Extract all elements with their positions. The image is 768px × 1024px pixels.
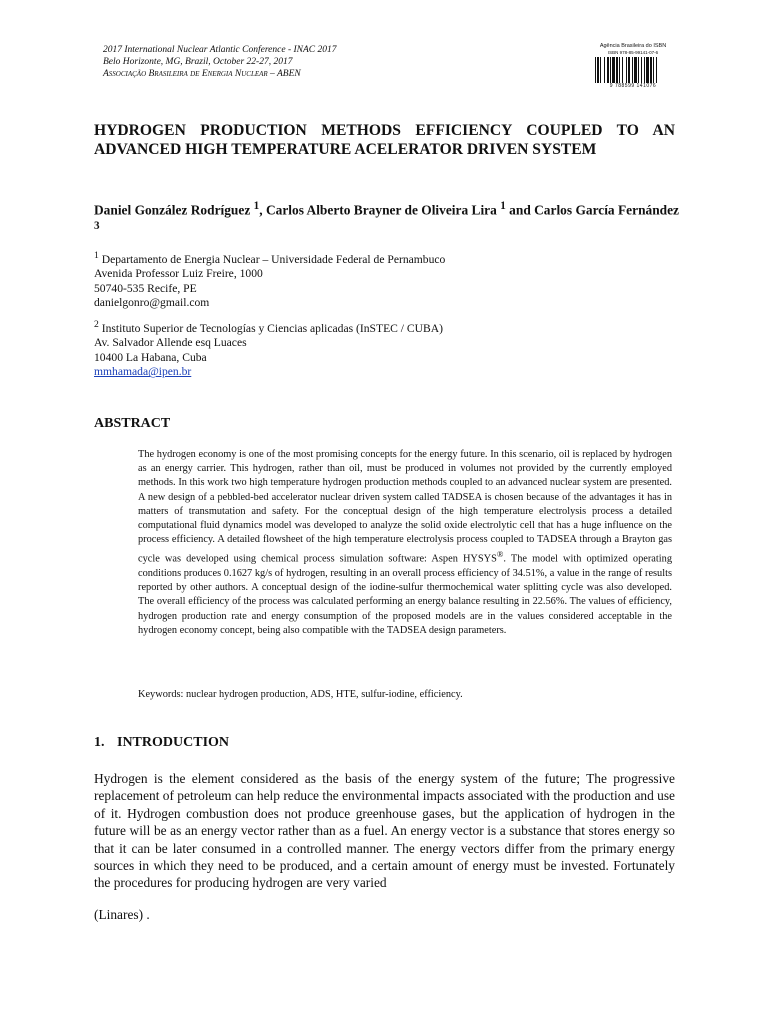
author-separator: , xyxy=(259,202,266,218)
affiliation-mark: 1 xyxy=(94,250,99,261)
organizer-name: Associação Brasileira de Energia Nuclear xyxy=(103,69,268,79)
affiliation-department xyxy=(94,249,514,267)
affiliation-street: Av. Salvador Allende esq Luaces xyxy=(94,336,247,350)
conference-organizer xyxy=(103,68,337,80)
author-name: Carlos Alberto Brayner de Oliveira Lira xyxy=(265,202,497,218)
author-name: Daniel González Rodríguez xyxy=(94,202,251,218)
barcode-bar xyxy=(638,57,639,83)
affiliation-department xyxy=(94,318,514,336)
barcode-bar xyxy=(600,57,601,83)
barcode-icon xyxy=(594,57,672,83)
barcode-bar xyxy=(632,57,633,83)
barcode-bar xyxy=(653,57,654,83)
section-number: 1. xyxy=(94,735,105,750)
affiliation-mark: 3 xyxy=(94,220,100,233)
registered-mark: ® xyxy=(496,549,504,560)
affiliation-mark: 1 xyxy=(253,200,260,212)
keywords: Keywords: nuclear hydrogen production, ADS, HTE, sulfur-iodine, efficiency. xyxy=(138,689,463,700)
paper-title: HYDROGEN PRODUCTION METHODS EFFICIENCY COUPLED TO AN ADVANCED HIGH TEMPERATURE ACELERATOR DRIVEN SYSTEM xyxy=(94,122,675,158)
barcode-bar xyxy=(619,57,620,83)
barcode-bar xyxy=(616,57,618,83)
isbn-digits: 9 788599 141076 xyxy=(609,83,657,89)
isbn-number: ISBN 978-85-99141-07-6 xyxy=(607,50,659,55)
affiliation-street: Avenida Professor Luiz Freire, 1000 xyxy=(94,267,263,281)
affiliation-block xyxy=(94,249,514,311)
affiliation-mark: 1 xyxy=(500,200,506,212)
affiliation-city: 10400 La Habana, Cuba xyxy=(94,350,207,364)
barcode-bar xyxy=(622,57,623,83)
isbn-block xyxy=(592,43,674,89)
author-name: Carlos García Fernández xyxy=(534,202,679,218)
conference-name: 2017 International Nuclear Atlantic Conference - INAC 2017 xyxy=(103,45,337,55)
barcode-bar xyxy=(628,57,630,83)
affiliation-block xyxy=(94,318,514,380)
abstract-heading: ABSTRACT xyxy=(94,416,171,431)
citation: (Linares) . xyxy=(94,907,150,922)
affiliation-email: danielgonro@gmail.com xyxy=(94,296,210,310)
barcode-bar xyxy=(595,57,596,83)
barcode-bar xyxy=(610,57,611,83)
isbn-agency: Agência Brasileira do ISBN xyxy=(599,43,667,49)
abstract-body: The hydrogen economy is one of the most promising concepts for the energy future. In this scenario, oil is replaced by hydrogen as an energy carrier. This hydrogen, rather than oil, must be produced in volumes not provided by the currently employed methods. In this work two high temperature hydrogen production methods coupled to an advanced nuclear system are presented. A new design of a pebbled-bed accelerator nuclear driven system called TADSEA is chosen because of the advantages it has in matters of transmutation and safety. For the conceptual design of the high temperature electrolysis process a detailed computational fluid dynamics model was developed to analyze the solid oxide electrolytic cell that has a huge influence on the process efficiency. A detailed flowsheet of the high temperature electrolysis process coupled to TADSEA through a Brayton gas cycle was developed using chemical process simulation software: Aspen HYSYS xyxy=(138,449,672,565)
barcode-bar xyxy=(634,57,637,83)
affiliation-mark: 2 xyxy=(94,319,99,330)
barcode-bar xyxy=(604,57,605,83)
barcode-bar xyxy=(650,57,652,83)
affiliation-name: Departamento de Energia Nuclear – Universidade Federal de Pernambuco xyxy=(101,252,446,266)
barcode-bar xyxy=(626,57,627,83)
barcode-bar xyxy=(641,57,642,83)
barcode-bar xyxy=(597,57,599,83)
organizer-abbr: – ABEN xyxy=(267,69,301,79)
barcode-bar xyxy=(656,57,657,83)
introduction-paragraph: Hydrogen is the element considered as the basis of the energy system of the future; The progressive replacement of petroleum can help reduce the environmental impacts associated with the production and use of it. Hydrogen combustion does not produce greenhouse gases, but the application of hydrogen in the future will be as an energy vector rather than as a fuel. An energy vector is a substance that stores energy so that it can be later consumed in a controlled manner. The energy vectors differ from the primary energy sources in which they need to be produced, and a certain amount of energy must be invested. Fortunately the procedures for producing hydrogen are very varied xyxy=(94,771,675,891)
barcode-bar xyxy=(646,57,649,83)
barcode-bar xyxy=(612,57,615,83)
barcode-bar xyxy=(644,57,645,83)
abstract-body: . The model with optimized operating conditions produces 0.1627 kg/s of hydrogen, resulting in an overall process efficiency of 34.51%, a value in the range of results reported by other authors. A conceptual design of the iodine-sulfur thermochemical water splitting cycle was also developed. The overall efficiency of the process was calculated performing an energy balance resulting in 22.56%. The values of efficiency, hydrogen production rate and energy consumption of the proposed models are in the values considered acceptable in the hydrogen economy concept, being also compatible with the TADSEA design parameters. xyxy=(138,553,672,636)
conference-header xyxy=(103,44,337,80)
section-title: INTRODUCTION xyxy=(117,735,230,750)
introduction-heading xyxy=(94,735,229,751)
affiliation-email-link[interactable]: mmhamada@ipen.br xyxy=(94,365,192,379)
author-list xyxy=(94,198,679,239)
affiliation-name: Instituto Superior de Tecnologías y Ciencias aplicadas (InSTEC / CUBA) xyxy=(101,321,443,335)
barcode-bar xyxy=(607,57,609,83)
abstract-text xyxy=(138,448,672,638)
author-separator: and xyxy=(505,202,535,218)
affiliation-city: 50740-535 Recife, PE xyxy=(94,281,197,295)
conference-location: Belo Horizonte, MG, Brazil, October 22-27, 2017 xyxy=(103,57,293,67)
